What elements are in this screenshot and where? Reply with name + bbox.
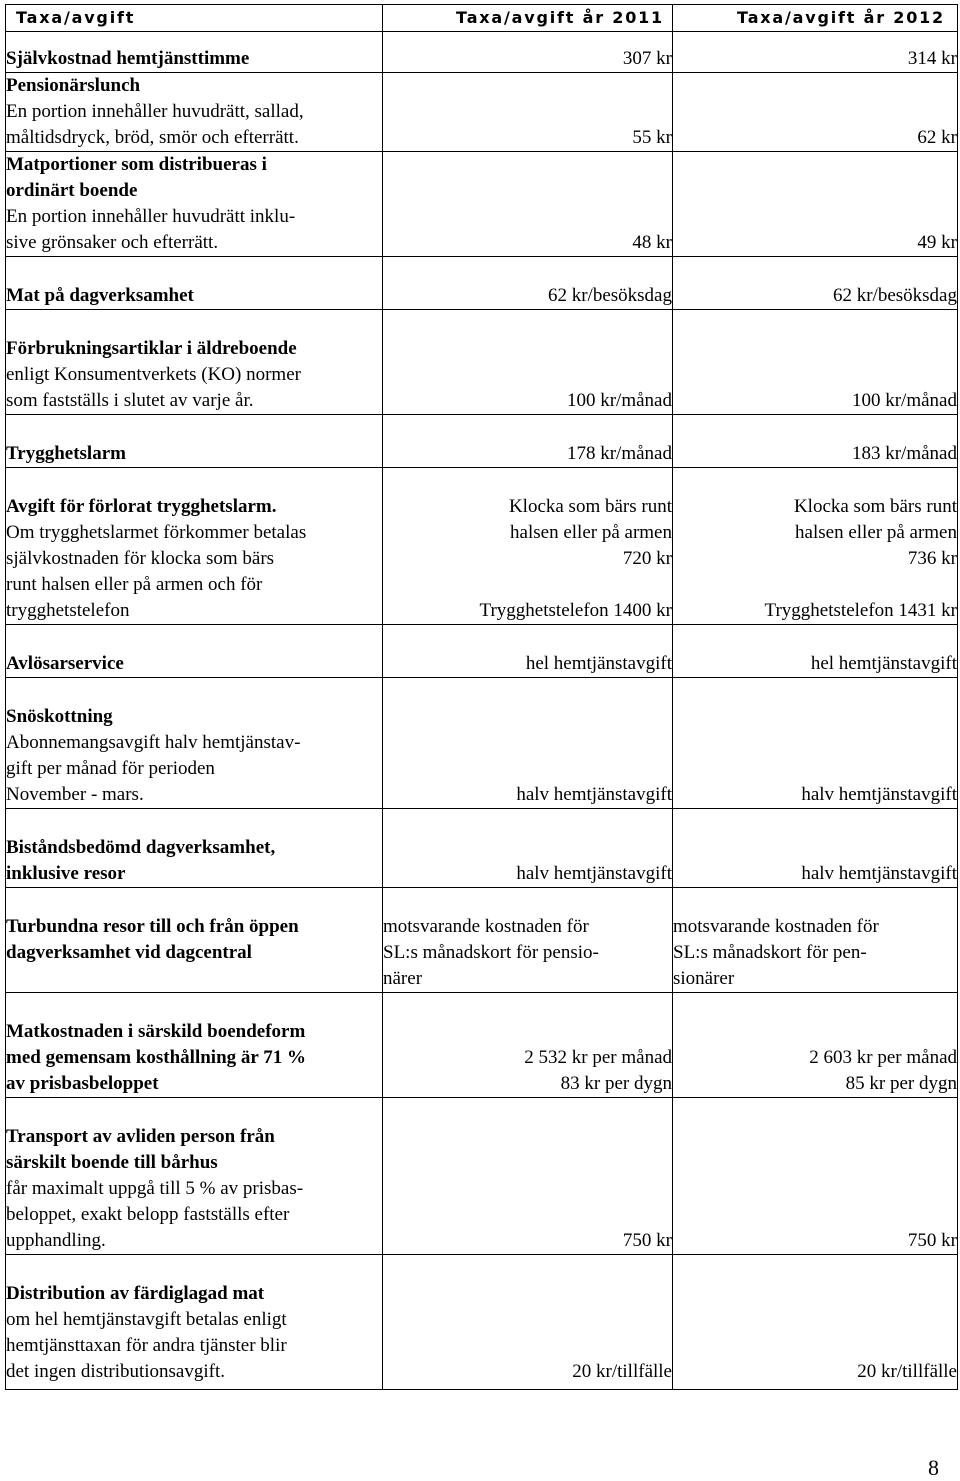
fee-2011-cell [383,625,673,678]
fee-2012-cell [673,73,958,152]
fee-2012-value: 183 kr/månad [851,443,957,464]
fee-description-line: måltidsdryck, bröd, smör och efterrätt. [6,127,299,148]
table-row [6,310,958,415]
fee-2011-value: 720 kr [622,548,672,569]
fee-2012-value: 750 kr [907,1230,957,1251]
fee-title-line: Avgift för förlorat trygghetslarm. [6,496,277,517]
fee-title-line: Matkostnaden i särskild boendeform [6,1021,306,1042]
fee-title-line: inklusive resor [6,863,126,884]
fee-2011-cell [383,73,673,152]
fee-2011-value: halsen eller på armen [510,522,672,543]
fee-description-line: sive grönsaker och efterrätt. [6,232,219,253]
fee-name-cell [6,993,383,1098]
fee-title-line: Snöskottning [6,706,113,727]
fee-title-line: Matportioner som distribueras i [6,154,267,175]
fee-2011-value: 48 kr [632,232,672,253]
fee-description-line: som fastställs i slutet av varje år. [6,390,254,411]
fee-2011-value: hel hemtjänstavgift [525,653,672,674]
fee-title-line: Transport av avliden person från [6,1126,275,1147]
fee-description-line: En portion innehåller huvudrätt inklu- [6,206,296,227]
fee-2012-value [673,572,957,598]
header-fee-2011: Taxa/avgift år 2011 [383,5,673,32]
fee-2012-value: halv hemtjänstavgift [801,863,957,884]
fee-2011-value: Klocka som bärs runt [508,496,672,517]
fee-2011-value [383,572,672,598]
fee-table [5,4,958,1390]
fee-2012-value: 736 kr [907,548,957,569]
fee-title-line: särskilt boende till bårhus [6,1152,218,1173]
fee-2012-value: motsvarande kostnaden för [673,916,879,937]
fee-2011-cell [383,310,673,415]
fee-2011-value: 2 532 kr per månad [524,1047,672,1068]
fee-2012-value: SL:s månadskort för pen- [673,942,867,963]
fee-2012-value: halv hemtjänstavgift [801,784,957,805]
fee-name-cell [6,152,383,257]
fee-description-line: Om trygghetslarmet förkommer betalas [6,522,307,543]
fee-2011-value: halv hemtjänstavgift [516,784,672,805]
header-fee-name: Taxa/avgift [6,5,383,32]
fee-2012-cell [673,888,958,993]
fee-2012-cell [673,678,958,809]
fee-description-line: enligt Konsumentverkets (KO) normer [6,364,301,385]
fee-name-cell [6,73,383,152]
fee-2011-cell [383,415,673,468]
table-row [6,152,958,257]
fee-2012-value: sionärer [673,968,735,989]
fee-description-line: det ingen distributionsavgift. [6,1361,226,1382]
fee-2012-cell [673,468,958,625]
table-row [6,468,958,625]
table-row [6,32,958,73]
fee-name-cell [6,678,383,809]
fee-description-line: November - mars. [6,784,144,805]
table-row [6,809,958,888]
fee-title-line: Mat på dagverksamhet [6,285,194,306]
fee-2012-value: 49 kr [917,232,957,253]
fee-title-line: dagverksamhet vid dagcentral [6,942,252,963]
fee-title-line: Biståndsbedömd dagverksamhet, [6,837,276,858]
fee-2012-value: 62 kr/besöksdag [832,285,957,306]
fee-name-cell [6,468,383,625]
fee-2011-value: 83 kr per dygn [560,1073,672,1094]
fee-name-cell [6,415,383,468]
fee-2011-value: halv hemtjänstavgift [516,863,672,884]
fee-title-line: Förbrukningsartiklar i äldreboende [6,338,297,359]
fee-2011-value: närer [383,968,423,989]
fee-2011-cell [383,1098,673,1255]
fee-2011-cell [383,468,673,625]
fee-2012-cell [673,257,958,310]
fee-2011-cell [383,809,673,888]
fee-2012-value: 314 kr [907,48,957,69]
table-row [6,1255,958,1390]
fee-2012-cell [673,1098,958,1255]
fee-title-line: av prisbasbeloppet [6,1073,159,1094]
fee-2012-value: 62 kr [917,127,957,148]
fee-name-cell [6,1098,383,1255]
fee-2012-cell [673,310,958,415]
fee-description-line: beloppet, exakt belopp fastställs efter [6,1204,290,1225]
fee-title-line: Avlösarservice [6,653,124,674]
table-row [6,993,958,1098]
table-row [6,73,958,152]
fee-2011-cell [383,678,673,809]
fee-2012-cell [673,625,958,678]
fee-description-line: upphandling. [6,1230,106,1251]
fee-title-line: med gemensam kosthållning är 71 % [6,1047,306,1068]
fee-2011-value: 750 kr [622,1230,672,1251]
fee-title-line: Pensionärslunch [6,75,141,96]
fee-2011-cell [383,1255,673,1390]
fee-description-line: trygghetstelefon [6,600,130,621]
fee-2011-value: 100 kr/månad [566,390,672,411]
fee-2011-value: 55 kr [632,127,672,148]
fee-2011-value: SL:s månadskort för pensio- [383,942,599,963]
fee-2011-value: 20 kr/tillfälle [572,1361,672,1382]
fee-2011-value: Trygghetstelefon 1400 kr [479,600,672,621]
fee-description-line: runt halsen eller på armen och för [6,574,263,595]
table-row [6,678,958,809]
fee-2012-value: 100 kr/månad [851,390,957,411]
table-row [6,625,958,678]
table-row [6,415,958,468]
fee-description-line: Abonnemangsavgift halv hemtjänstav- [6,732,301,753]
fee-2011-value: motsvarande kostnaden för [383,916,589,937]
fee-2012-value: halsen eller på armen [795,522,957,543]
fee-description-line: En portion innehåller huvudrätt, sallad, [6,101,304,122]
fee-name-cell [6,32,383,73]
fee-2011-cell [383,257,673,310]
fee-title-line: Distribution av färdiglagad mat [6,1283,265,1304]
fee-description-line: självkostnaden för klocka som bärs [6,548,275,569]
fee-2012-value: Trygghetstelefon 1431 kr [764,600,957,621]
fee-name-cell [6,888,383,993]
fee-description-line: gift per månad för perioden [6,758,215,779]
fee-title-line: Självkostnad hemtjänsttimme [6,48,250,69]
header-fee-2012: Taxa/avgift år 2012 [673,5,958,32]
page-number: 8 [928,1455,939,1480]
fee-2011-value: 178 kr/månad [566,443,672,464]
fee-description-line: får maximalt uppgå till 5 % av prisbas- [6,1178,304,1199]
table-row [6,257,958,310]
fee-title-line: ordinärt boende [6,180,138,201]
fee-2011-cell [383,32,673,73]
fee-name-cell [6,625,383,678]
fee-2011-value: 307 kr [622,48,672,69]
table-body [6,32,958,1390]
fee-2012-value: 85 kr per dygn [845,1073,957,1094]
fee-2012-cell [673,415,958,468]
table-row [6,888,958,993]
fee-2011-cell [383,888,673,993]
fee-name-cell [6,1255,383,1390]
fee-description-line: om hel hemtjänstavgift betalas enligt [6,1309,287,1330]
fee-title-line: Turbundna resor till och från öppen [6,916,299,937]
fee-name-cell [6,809,383,888]
fee-2012-cell [673,152,958,257]
fee-2011-value: 62 kr/besöksdag [547,285,672,306]
fee-2011-cell [383,152,673,257]
fee-2011-cell [383,993,673,1098]
fee-title-line: Trygghetslarm [6,443,126,464]
table-header-row [6,5,958,32]
fee-2012-cell [673,32,958,73]
fee-2012-value: hel hemtjänstavgift [810,653,957,674]
fee-2012-value: Klocka som bärs runt [793,496,957,517]
fee-2012-cell [673,809,958,888]
table-row [6,1098,958,1255]
fee-2012-cell [673,993,958,1098]
fee-name-cell [6,257,383,310]
fee-name-cell [6,310,383,415]
fee-2012-cell [673,1255,958,1390]
fee-2012-value: 2 603 kr per månad [809,1047,957,1068]
fee-description-line: hemtjänsttaxan för andra tjänster blir [6,1335,287,1356]
fee-2012-value: 20 kr/tillfälle [857,1361,957,1382]
